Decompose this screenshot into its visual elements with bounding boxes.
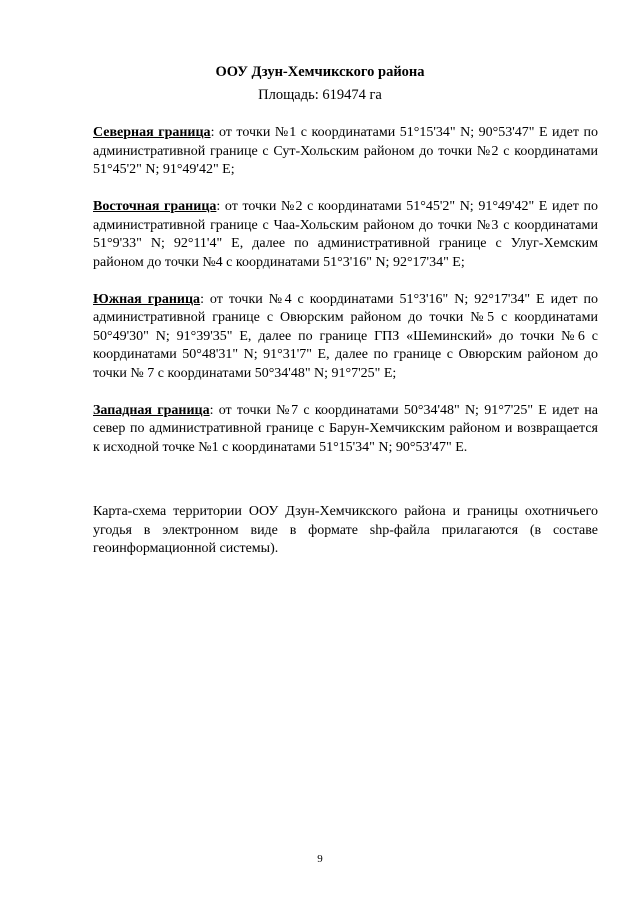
section-heading-west: Западная граница [93, 402, 210, 418]
section-heading-south: Южная граница [93, 291, 201, 307]
boundary-south [93, 291, 598, 384]
section-text-east: : от точки №2 с координатами 51°45'2" N; 91°49'42" E идет по административной границе с Чаа-Хольским районом до точки №3 с координатами 51°9'33" N; 92°11'4" E, далее по административной границе с Улуг-Хемским районом до точки №4 с координатами 51°3'16" N; 92°17'34" E; [93, 199, 599, 270]
boundary-west [93, 402, 598, 458]
document-title: ООУ Дзун-Хемчикского района [215, 64, 425, 80]
section-heading-east: Восточная граница [93, 199, 217, 214]
page-number: 9 [317, 853, 323, 865]
section-heading-north: Северная граница [93, 125, 211, 140]
section-text-north: : от точки №1 с координатами 51°15'34" N; 90°53'47" E идет по административной границе с Сут-Хольским районом до точки №2 с координатами 51°45'2" N; 91°49'42" E; [93, 125, 598, 177]
boundary-north [93, 124, 598, 180]
map-attachment-note: Карта-схема территории ООУ Дзун-Хемчикского района и границы охотничьего угодья в электронном виде в формате shp-файла прилагаются (в составе геоинформационной системы). [93, 504, 598, 556]
boundary-east [93, 198, 598, 272]
section-text-west: : от точки №7 с координатами 50°34'48" N; 91°7'25" E идет на север по административной границе с Барун-Хемчикским районом и возвращается к исходной точке №1 с координатами 51°15'34" N; 90°53'47" E. [93, 402, 598, 455]
boundary-description [93, 124, 598, 476]
area-line: Площадь: 619474 га [258, 87, 382, 103]
section-text-south: : от точки №4 с координатами 51°3'16" N; 92°17'34" E идет по административной границе с Овюрским районом до точки №5 с координатами 50°49'30" N; 91°39'35" E, далее по границе ГПЗ «Шеминский» до точки №6 с координатами 50°48'31" N; 91°31'7" E, далее по границе с Овюрским районом до точки № 7 с координатами 50°34'48" N; 91°7'25" E; [93, 291, 599, 381]
